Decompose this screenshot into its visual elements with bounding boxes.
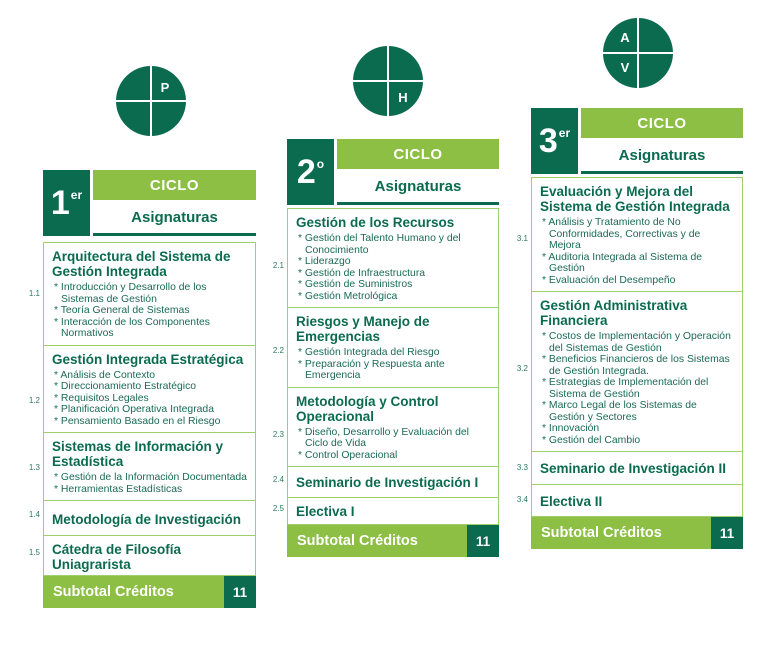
course-1-4: [28, 501, 256, 536]
course-list: [272, 208, 499, 525]
topic-item: * Gestión Integrada del Riesgo: [298, 347, 440, 358]
topic-item: * Teoría General de Sistemas: [54, 305, 190, 316]
subtotal-value: 11: [224, 576, 256, 608]
topic-item: * Estrategias de Implementación del Sistema de Gestión: [542, 377, 709, 400]
course-number: 1.3: [28, 463, 40, 472]
pdca-circle-do: [353, 46, 423, 116]
topic-item: * Gestión Metrológica: [298, 290, 398, 302]
course-2-2: [272, 308, 499, 388]
cycle-1-header: [43, 170, 256, 236]
topic-item: * Análisis de Contexto: [54, 369, 156, 381]
course-2-5: [272, 498, 499, 525]
pdca-letter-a: A: [620, 30, 630, 45]
topic-item: * Innovación: [542, 423, 600, 434]
subtotal-label: Subtotal Créditos: [43, 576, 224, 608]
topic-item: * Introducción y Desarrollo de los Sistemas de Gestión: [54, 282, 207, 305]
topic-item: * Auditoria Integrada al Sistema de Gestión: [542, 251, 702, 274]
cycle-number-badge: 3 $^{er}$: [531, 108, 578, 174]
subtotal-row: [43, 576, 256, 608]
topic-item: * Gestión del Talento Humano y del Conocimiento: [298, 233, 461, 256]
pdca-circle-plan: [116, 66, 186, 136]
topic-item: * Planificación Operativa Integrada: [54, 404, 214, 415]
topic-item: * Análisis y Tratamiento de No Conformidades, Correctivas y de Mejora: [542, 217, 701, 251]
course-title: Sistemas de Información y Estadística: [52, 439, 224, 469]
course-title: Cátedra de Filosofía Uniagrarista: [52, 542, 182, 572]
course-3-4: [516, 485, 743, 517]
cycle-label: CICLO: [581, 108, 743, 138]
course-number: 2.2: [272, 346, 284, 355]
topic-item: * Diseño, Desarrollo y Evaluación del Ciclo de Vida: [298, 426, 469, 449]
cycle-1-column: [28, 170, 256, 608]
cycle-3-column: [516, 108, 743, 549]
cycle-2-column: [272, 139, 499, 557]
course-list: [516, 177, 743, 517]
course-3-2: [516, 292, 743, 452]
course-title: Electiva I: [296, 504, 355, 519]
topic-item: * Gestión de la Información Documentada: [54, 472, 247, 483]
course-1-5: [28, 536, 256, 576]
course-number: 2.1: [272, 261, 284, 270]
topic-item: * Evaluación del Desempeño: [542, 274, 676, 286]
course-title: Metodología y Control Operacional: [296, 393, 439, 424]
topic-item: * Requisitos Legales: [54, 392, 149, 404]
course-number: 2.3: [272, 429, 284, 439]
topic-item: * Gestión de Suministros: [298, 279, 413, 290]
pdca-circle-check-act: [603, 18, 673, 88]
subjects-label: Asignaturas: [374, 177, 462, 195]
course-title: Gestión Administrativa Financiera: [540, 298, 688, 328]
course-3-3: [516, 452, 743, 485]
topic-item: * Marco Legal de los Sistemas de Gestión y Sectores: [542, 400, 697, 423]
subtotal-value: 11: [711, 517, 743, 549]
topic-item: * Direccionamiento Estratégico: [54, 381, 197, 392]
topic-item: * Costos de Implementación y Operación del Sistemas de Gestión: [542, 331, 731, 354]
course-3-1: [516, 177, 743, 292]
cycle-label: CICLO: [93, 170, 256, 200]
course-number: 3.4: [516, 495, 528, 504]
topic-item: * Preparación y Respuesta ante Emergencia: [298, 358, 445, 381]
course-title: Arquitectura del Sistema de Gestión Integrada: [52, 249, 231, 279]
course-number: 3.1: [516, 234, 528, 243]
course-list: [28, 242, 256, 576]
subtotal-label: Subtotal Créditos: [287, 525, 467, 557]
course-title: Gestión Integrada Estratégica: [52, 351, 244, 367]
course-1-3: [28, 433, 256, 501]
cycle-number-badge: 2 $^o$: [287, 139, 334, 205]
subtotal-value: 11: [467, 525, 499, 557]
topic-item: * Interacción de los Componentes Normativos: [54, 316, 210, 339]
cycle-number-badge: 1 $^{er}$: [43, 170, 90, 236]
pdca-letter-v: V: [620, 60, 630, 75]
course-number: 2.4: [272, 475, 284, 484]
course-title: Electiva II: [540, 494, 603, 509]
course-title: Gestión de los Recursos: [296, 215, 455, 230]
course-title: Metodología de Investigación: [52, 512, 242, 527]
course-title: Riesgos y Manejo de Emergencias: [296, 314, 430, 344]
pdca-letter-h: H: [398, 90, 408, 105]
course-2-1: [272, 208, 499, 308]
course-number: 1.1: [28, 289, 40, 298]
subtotal-label: Subtotal Créditos: [531, 517, 711, 549]
course-number: 3.2: [516, 364, 528, 373]
cycle-3-header: [531, 108, 743, 174]
topic-item: * Control Operacional: [298, 449, 398, 461]
pdca-letter-p: P: [160, 80, 170, 95]
topic-item: * Pensamiento Basado en el Riesgo: [54, 415, 221, 427]
course-number: 2.5: [272, 504, 284, 513]
topic-item: * Liderazgo: [298, 256, 351, 267]
topic-item: * Gestión del Cambio: [542, 434, 641, 446]
cycle-2-header: [287, 139, 499, 205]
subjects-label: Asignaturas: [131, 208, 218, 226]
cycle-label: CICLO: [337, 139, 499, 169]
course-number: 3.3: [516, 463, 528, 472]
topic-item: * Beneficios Financieros de los Sistemas de Gestión Integrada.: [542, 354, 730, 377]
subtotal-row: [287, 525, 499, 557]
course-2-4: [272, 467, 499, 498]
course-1-2: [28, 346, 256, 434]
course-title: Seminario de Investigación II: [540, 461, 727, 476]
course-number: 1.4: [28, 510, 40, 519]
course-1-1: [28, 242, 256, 346]
subtotal-row: [531, 517, 743, 549]
course-number: 1.2: [28, 395, 40, 405]
course-2-3: [272, 388, 499, 468]
course-title: Seminario de Investigación I: [296, 475, 479, 490]
course-title: Evaluación y Mejora del Sistema de Gestión Integrada: [540, 184, 730, 214]
topic-item: * Herramientas Estadísticas: [54, 483, 183, 495]
topic-item: * Gestión de Infraestructura: [298, 267, 426, 279]
course-number: 1.5: [28, 548, 40, 557]
subjects-label: Asignaturas: [618, 146, 706, 164]
